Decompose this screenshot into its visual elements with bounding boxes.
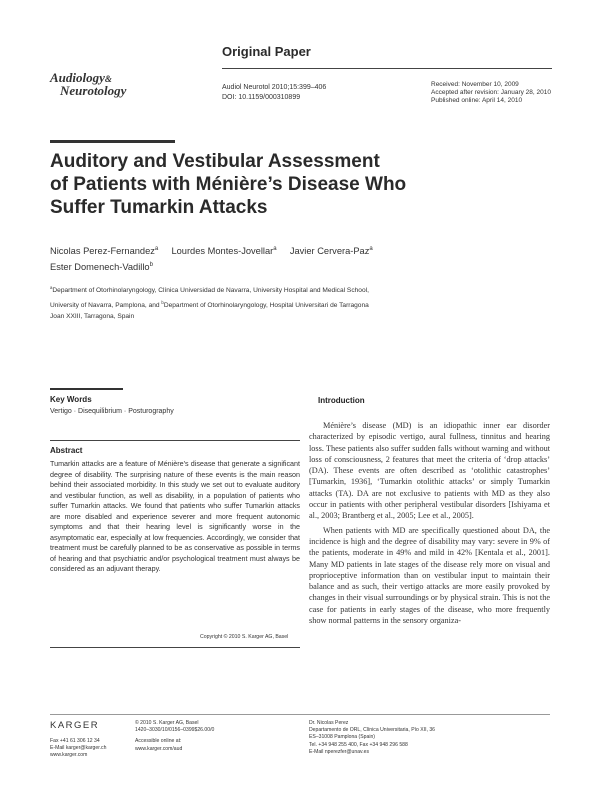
author-name: Ester Domenech-Vadillo bbox=[50, 262, 150, 273]
abstract-heading: Abstract bbox=[50, 446, 83, 455]
title-line: Auditory and Vestibular Assessment bbox=[50, 151, 380, 172]
footer-rule bbox=[50, 714, 550, 715]
keywords-heading: Key Words bbox=[50, 395, 92, 404]
paragraph: Ménière’s disease (MD) is an idiopathic inner ear disorder characterized by episodic vertigo, aural fullness, tinnitus and hearing loss. These patients also suffer sudden falls without warning and without loss of consciousness, 2 features that meet the criteria of ‘drop attacks’ (DA). These events are often described as ‘otolithic catastrophes’ [Tumarkin, 1936], ‘Tumarkin otolithic attacks’ or simply Tumarkin attacks (TA). DA are not exclusive to patients with MD as they also occur in patients with other peripheral vestibular disorders [Ishiyama et al., 2003; Brantberg et al., 2005; Lee et al., 2005]. bbox=[309, 421, 550, 521]
dates-block bbox=[431, 81, 551, 105]
title-rule bbox=[50, 140, 175, 143]
author-list bbox=[50, 242, 373, 274]
journal-logo-line2: Neurotology bbox=[60, 83, 127, 98]
author-name: Nicolas Perez-Fernandez bbox=[50, 246, 155, 257]
publisher-logo: KARGER bbox=[50, 720, 100, 731]
abstract-top-rule bbox=[50, 440, 300, 441]
affiliation-line: Department of Otorhinolaryngology, Clínica Universidad de Navarra, University Hospital and Medical School, bbox=[52, 287, 369, 295]
rights-issn: 1420–3030/10/0156–0399$26.00/0 bbox=[135, 727, 215, 734]
published-date: Published online: April 14, 2010 bbox=[431, 97, 523, 104]
author-name: Lourdes Montes-Jovellar bbox=[171, 246, 274, 257]
keywords-rule bbox=[50, 388, 123, 390]
publisher-web[interactable]: www.karger.com bbox=[50, 752, 88, 759]
affiliation-line: Joan XXIII, Tarragona, Spain bbox=[50, 313, 135, 321]
title-line: Suffer Tumarkin Attacks bbox=[50, 197, 268, 218]
article-rights bbox=[135, 720, 214, 753]
author-affiliation-mark: b bbox=[149, 262, 153, 269]
author-affiliation-mark: a bbox=[369, 246, 373, 252]
introduction-heading: Introduction bbox=[318, 396, 365, 405]
author-affiliation-mark: a bbox=[273, 246, 277, 252]
accepted-date: Accepted after revision: January 28, 2010 bbox=[431, 89, 551, 96]
publisher-fax: Fax +41 61 306 12 34 bbox=[50, 738, 100, 744]
affiliation-mark: a bbox=[50, 285, 53, 290]
rights-copyright: © 2010 S. Karger AG, Basel bbox=[135, 720, 199, 726]
received-date: Received: November 10, 2009 bbox=[431, 81, 519, 88]
online-url[interactable]: www.karger.com/aud bbox=[135, 745, 183, 752]
contact-name: Dr. Nicolas Perez bbox=[309, 720, 349, 726]
journal-logo bbox=[50, 72, 126, 97]
paragraph: When patients with MD are specifically questioned about DA, the incidence is high and the degree of disability may vary: severe in 9% of the patients, moderate in 49% and mild in 42% [Kentala et al., 2001]. Many MD patients in late stages of the disease rely more on visual and proprioceptive information than on vestibular input to maintain their balance and as such, their vertigo attacks are more easily provoked by changes in their visual surroundings or by physical strain. This is not the case for patients in early stages of the disease, who more frequently show normal patterns in the sensory organiza- bbox=[309, 525, 550, 626]
title-line: of Patients with Ménière’s Disease Who bbox=[50, 174, 407, 195]
publisher-email[interactable]: E-Mail karger@karger.ch bbox=[50, 745, 107, 752]
abstract-copyright: Copyright © 2010 S. Karger AG, Basel bbox=[200, 634, 289, 640]
author-name: Javier Cervera-Paz bbox=[289, 246, 370, 257]
header-rule bbox=[222, 68, 552, 69]
contact-dept: Departamento de ORL, Clínica Universitaria, Pío XII, 36 bbox=[309, 727, 435, 734]
introduction-body bbox=[309, 420, 550, 626]
citation: Audiol Neurotol 2010;15:399–406 bbox=[222, 84, 327, 91]
ampersand-icon: & bbox=[104, 74, 112, 84]
affiliation-mark: b bbox=[161, 299, 164, 305]
contact-city: ES–31008 Pamplona (Spain) bbox=[309, 734, 375, 741]
contact-email[interactable]: E-Mail nperezfer@unav.es bbox=[309, 748, 370, 755]
section-label: Original Paper bbox=[222, 44, 311, 59]
abstract-text: Tumarkin attacks are a feature of Ménière’s disease that generate a significant degree of disability. The surprising nature of these events is the main reason behind their associated morbidity. In this study we set out to evaluate auditory and vestibular function, as well as disability, in a population of patients who suffer Tumarkin attacks. We found that patients who suffer Tumarkin attacks are more disabled and experience severer and more frequent autonomic symptoms and that their hearing level is significantly worse in the asymptomatic ear, especially at low frequencies. Accordingly, we consider that treatment must be carefully planned to be as conservative as possible in terms of hearing and that psychiatric and/or psychological treatment must always be considered as an adjuvant therapy. bbox=[50, 460, 300, 573]
affiliations bbox=[50, 282, 470, 323]
contact-tel: Tel. +34 948 255 400, Fax +34 948 296 588 bbox=[309, 741, 408, 748]
abstract-bottom-rule bbox=[50, 647, 300, 648]
accessible-label: Accessible online at: bbox=[135, 738, 182, 745]
publisher-contact bbox=[50, 738, 106, 760]
doi: DOI: 10.1159/000310899 bbox=[222, 93, 301, 101]
author-affiliation-mark: a bbox=[154, 246, 159, 252]
journal-logo-line1: Audiology bbox=[50, 70, 105, 85]
affiliation-line: Department of Otorhinolaryngology, Hospital Universitari de Tarragona bbox=[163, 301, 369, 309]
affiliation-line: University of Navarra, Pamplona, and bbox=[50, 301, 162, 309]
keywords-text: Vertigo · Disequilibrium · Posturography bbox=[50, 408, 174, 415]
correspondence bbox=[309, 720, 435, 756]
article-title bbox=[50, 150, 450, 219]
citation-block bbox=[222, 83, 326, 102]
